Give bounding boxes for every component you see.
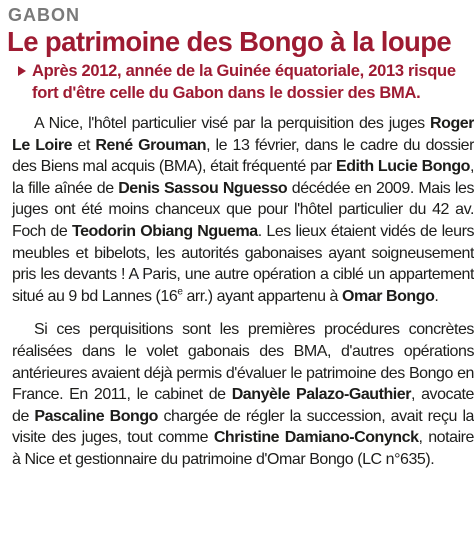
text-run: arr.) ayant appartenu à (182, 287, 342, 305)
text-run: , le 13 février, dans le cadre du dossier des Biens mal acquis (BMA), était fréquenté par (12, 136, 474, 176)
text-run: , notaire à Nice et gestionnaire du patrimoine d'Omar Bongo (LC n°635). (12, 429, 474, 468)
article-body (12, 113, 474, 471)
paragraph-1 (12, 113, 474, 307)
text-run: A Nice, l'hôtel particulier visé par la perquisition des juges (34, 115, 431, 132)
person-name: Edith Lucie Bongo (335, 158, 470, 176)
text-run: . (434, 287, 439, 305)
person-name: Denis Sassou Nguesso (118, 179, 288, 197)
person-name: Christine Damiano-Conynck (213, 429, 419, 447)
lead-text: Après 2012, année de la Guinée équatoriale, 2013 risque fort d'être celle du Gabon dans le dossier des BMA. (32, 62, 456, 102)
person-name: Teodorin Obiang Nguema (71, 222, 258, 240)
text-run: chargée de régler la succession, avait reçu la visite des juges, tout comme (12, 407, 474, 447)
person-name: Omar Bongo (342, 287, 435, 305)
triangle-bullet-icon (18, 66, 26, 76)
person-name: Roger Le Loire (12, 115, 474, 154)
person-name: Danyèle Palazo-Gauthier (231, 386, 412, 404)
text-run: et (72, 136, 96, 154)
text-run: . Les lieux étaient vidés de leurs meubles et bibelots, les autorités gabonaises ayant soigneusement pris les devants ! A Paris, une autre opération a ciblé un appartement situé au 9 bd Lannes (16 (12, 222, 474, 305)
lead-paragraph (32, 60, 464, 104)
text-run: Si ces perquisitions sont les premières procédures concrètes réalisées dans le volet gabonais des BMA, d'autres opérations antérieures avaient déjà permis d'évaluer le patrimoine des Bongo en France. En 2011, le cabinet de (12, 321, 474, 404)
text-run: , avocate de (12, 386, 474, 425)
person-name: Pascaline Bongo (34, 407, 158, 425)
text-run: , la fille aînée de (12, 158, 474, 197)
superscript: e (177, 286, 183, 298)
text-run: décédée en 2009. Mais les juges ont été moins chanceux que pour l'hôtel particulier du 42 av. Foch de (12, 179, 474, 240)
paragraph-2 (12, 319, 474, 470)
headline: Le patrimoine des Bongo à la loupe (7, 26, 452, 57)
section-label: GABON (8, 5, 80, 25)
person-name: René Grouman (95, 136, 207, 154)
